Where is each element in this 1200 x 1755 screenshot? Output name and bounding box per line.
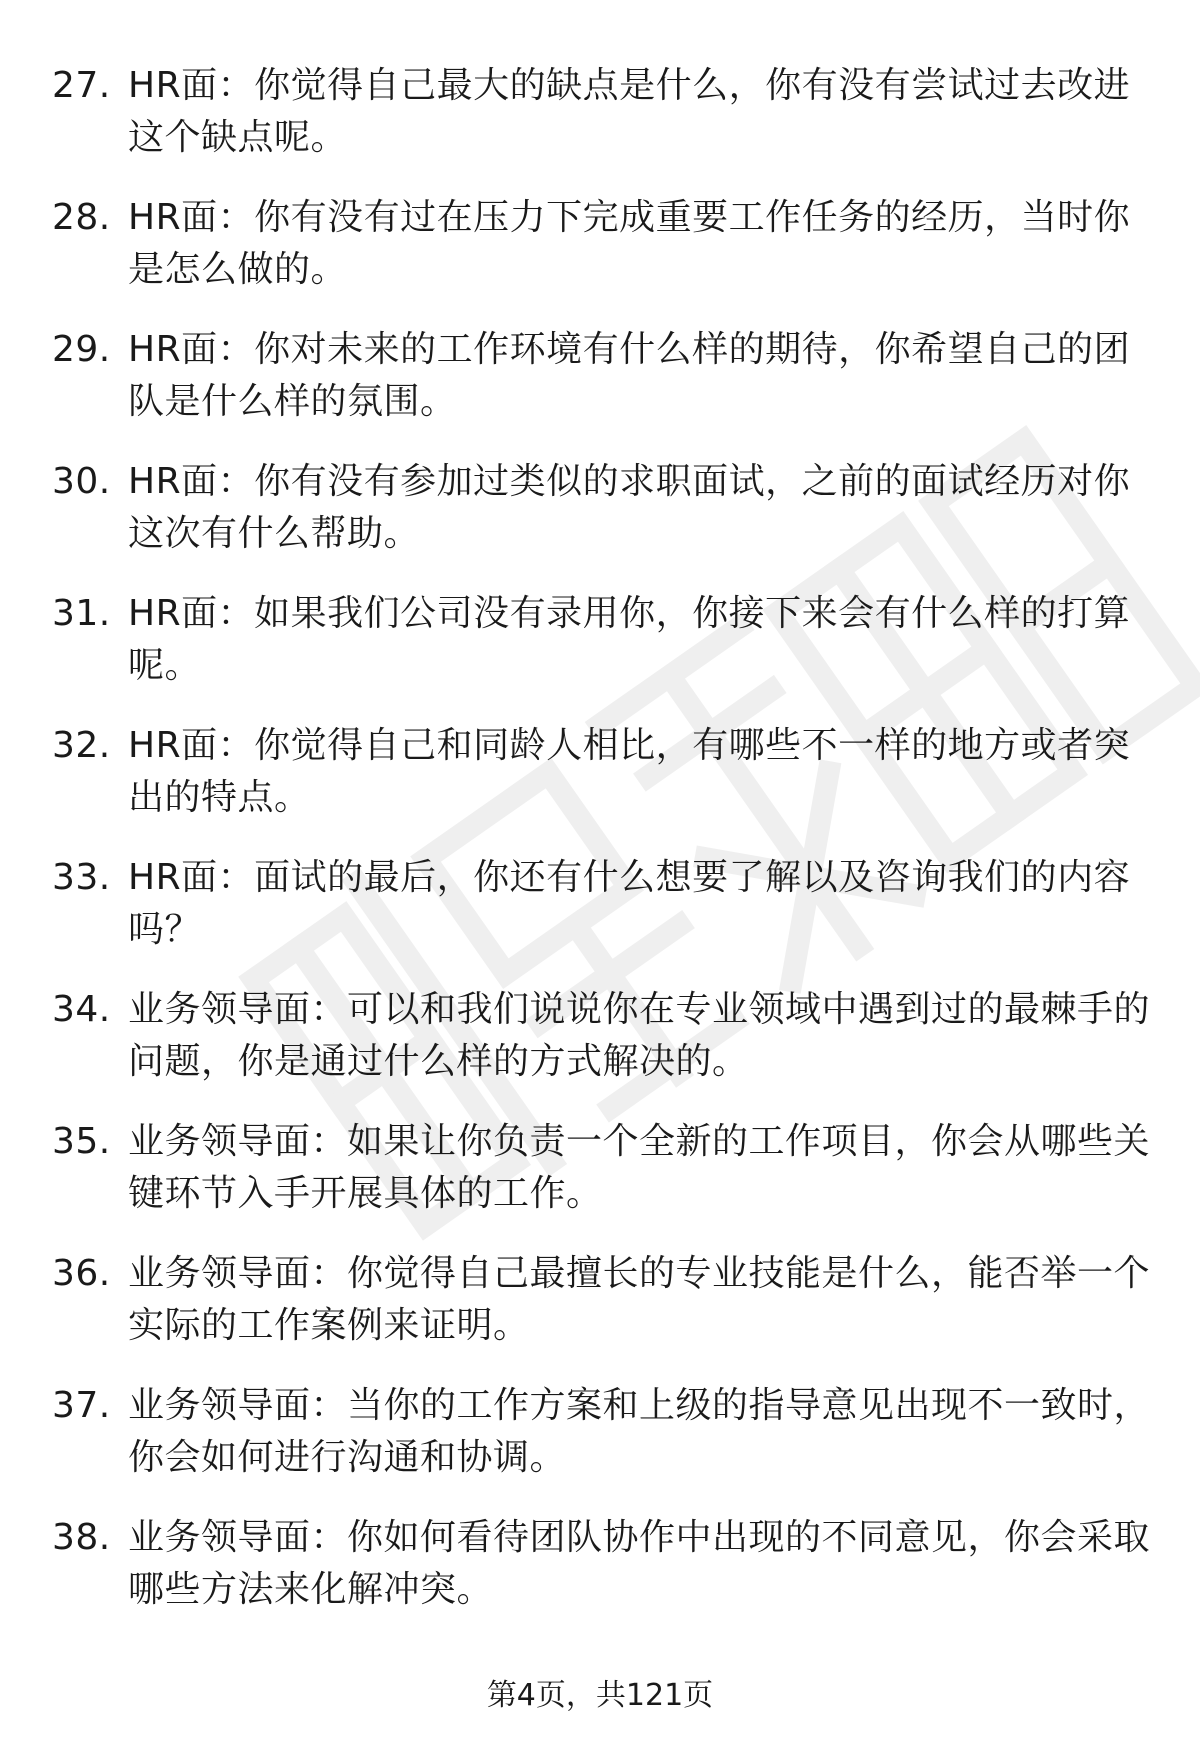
list-item	[0, 844, 1200, 976]
question-text: HR面：你有没有参加过类似的求职面试，之前的面试经历对你这次有什么帮助。	[128, 461, 1131, 554]
list-item	[0, 1372, 1200, 1504]
question-number: 38.	[52, 1517, 111, 1558]
list-item	[0, 316, 1200, 448]
question-text: HR面：你有没有过在压力下完成重要工作任务的经历，当时你是怎么做的。	[128, 197, 1131, 290]
question-list	[0, 52, 1200, 1636]
question-number: 27.	[52, 65, 111, 106]
page-footer	[0, 1676, 1200, 1716]
page-number-label: 第4页，共121页	[486, 1678, 714, 1713]
list-item	[0, 1504, 1200, 1636]
question-text: HR面：如果我们公司没有录用你，你接下来会有什么样的打算呢。	[128, 593, 1131, 686]
question-number: 34.	[52, 989, 111, 1030]
question-number: 37.	[52, 1385, 111, 1426]
question-number: 33.	[52, 857, 111, 898]
list-item	[0, 580, 1200, 712]
question-number: 36.	[52, 1253, 111, 1294]
question-text: HR面：你觉得自己最大的缺点是什么，你有没有尝试过去改进这个缺点呢。	[128, 65, 1131, 158]
question-text: 业务领导面：当你的工作方案和上级的指导意见出现不一致时，你会如何进行沟通和协调。	[128, 1385, 1151, 1478]
question-number: 31.	[52, 593, 111, 634]
question-text: HR面：面试的最后，你还有什么想要了解以及咨询我们的内容吗？	[128, 857, 1131, 950]
question-number: 29.	[52, 329, 111, 370]
question-text: 业务领导面：如果让你负责一个全新的工作项目，你会从哪些关键环节入手开展具体的工作。	[128, 1121, 1151, 1214]
question-text: 业务领导面：你如何看待团队协作中出现的不同意见，你会采取哪些方法来化解冲突。	[128, 1517, 1151, 1610]
list-item	[0, 184, 1200, 316]
question-number: 28.	[52, 197, 111, 238]
list-item	[0, 448, 1200, 580]
question-text: HR面：你觉得自己和同龄人相比，有哪些不一样的地方或者突出的特点。	[128, 725, 1131, 818]
list-item	[0, 52, 1200, 184]
list-item	[0, 976, 1200, 1108]
list-item	[0, 1108, 1200, 1240]
list-item	[0, 1240, 1200, 1372]
question-number: 35.	[52, 1121, 111, 1162]
list-item	[0, 712, 1200, 844]
question-text: HR面：你对未来的工作环境有什么样的期待，你希望自己的团队是什么样的氛围。	[128, 329, 1131, 422]
question-number: 32.	[52, 725, 111, 766]
question-number: 30.	[52, 461, 111, 502]
question-text: 业务领导面：你觉得自己最擅长的专业技能是什么，能否举一个实际的工作案例来证明。	[128, 1253, 1151, 1346]
question-text: 业务领导面：可以和我们说说你在专业领域中遇到过的最棘手的问题，你是通过什么样的方式解决的。	[128, 989, 1151, 1082]
